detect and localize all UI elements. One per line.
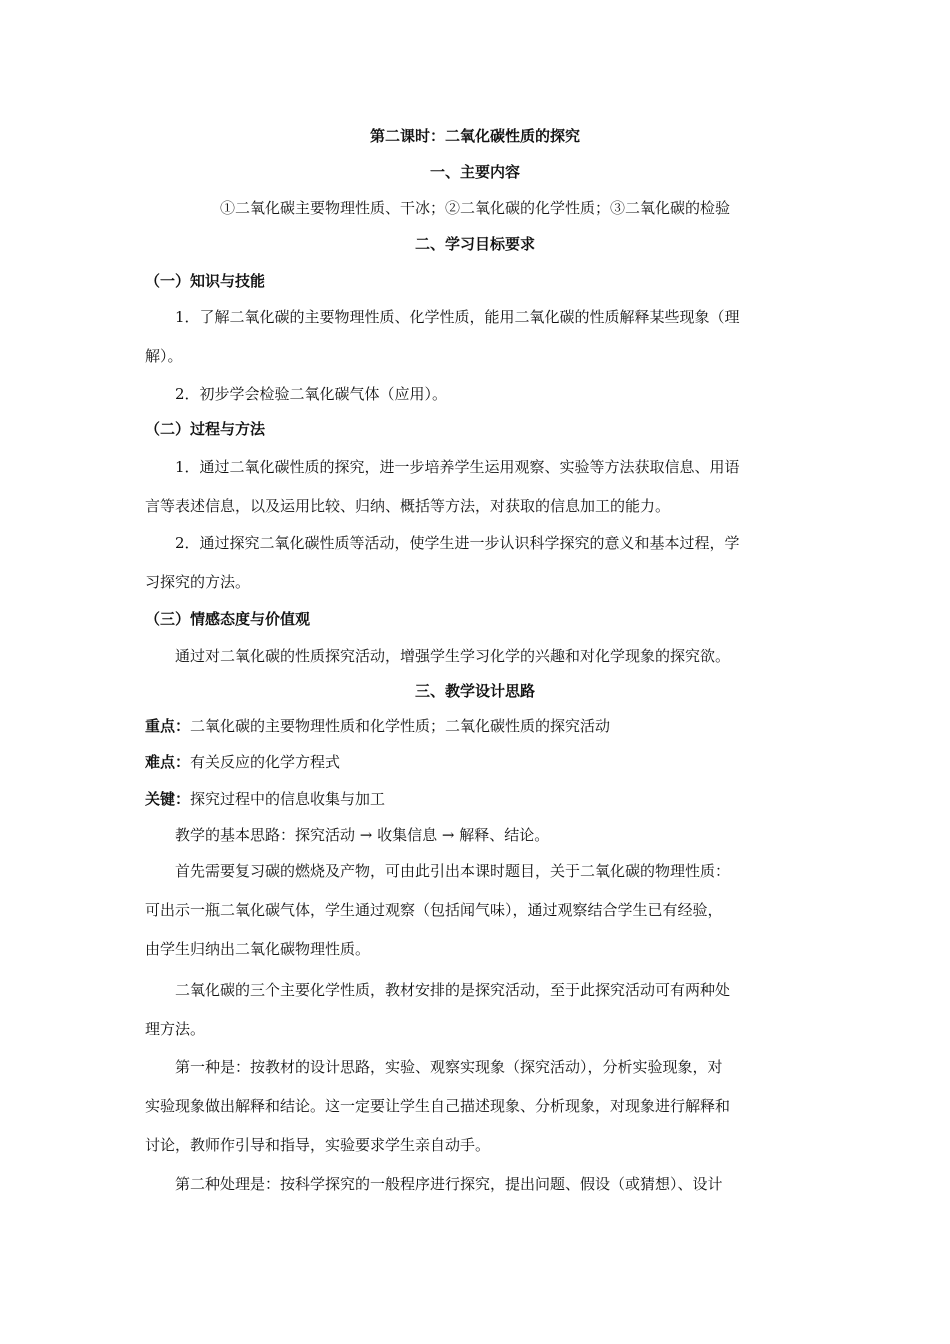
subsection-attitude-heading: （三）情感态度与价值观: [145, 610, 311, 628]
difficulty-label: 难点：: [145, 753, 191, 771]
critical-line: [145, 789, 805, 809]
key-point-line: [145, 716, 805, 736]
subsection-process-heading: （二）过程与方法: [145, 420, 266, 438]
paragraph-line: 教学的基本思路：探究活动 → 收集信息 → 解释、结论。: [175, 826, 550, 844]
paragraph-line: 可出示一瓶二氧化碳气体，学生通过观察（包括闻气味），通过观察结合学生已有经验，: [145, 901, 723, 919]
paragraph-line: 2．初步学会检验二氧化碳气体（应用）。: [175, 385, 448, 403]
paragraph-line: 首先需要复习碳的燃烧及产物，可由此引出本课时题目，关于二氧化碳的物理性质：: [175, 862, 731, 880]
paragraph-line: 第二种处理是：按科学探究的一般程序进行探究，提出问题、假设（或猜想）、设计: [175, 1175, 723, 1193]
key-point-text: 二氧化碳的主要物理性质和化学性质；二氧化碳性质的探究活动: [190, 717, 611, 735]
section-3-heading: 三、教学设计思路: [414, 682, 535, 700]
key-point-label: 重点：: [145, 717, 191, 735]
paragraph-line: 第一种是：按教材的设计思路，实验、观察实现象（探究活动），分析实验现象，对: [175, 1058, 723, 1076]
difficulty-line: [145, 752, 805, 772]
paragraph-line: 通过对二氧化碳的性质探究活动，增强学生学习化学的兴趣和对化学现象的探究欲。: [175, 647, 731, 665]
paragraph-line: 习探究的方法。: [145, 573, 251, 591]
paragraph-line: 2．通过探究二氧化碳性质等活动，使学生进一步认识科学探究的意义和基本过程，学: [175, 534, 740, 552]
critical-label: 关键：: [145, 790, 191, 808]
paragraph-line: 实验现象做出解释和结论。这一定要让学生自己描述现象、分析现象，对现象进行解释和: [145, 1097, 731, 1115]
critical-text: 探究过程中的信息收集与加工: [190, 790, 386, 808]
paragraph-line: 理方法。: [145, 1020, 206, 1038]
paragraph-line: 言等表述信息，以及运用比较、归纳、概括等方法，对获取的信息加工的能力。: [145, 497, 671, 515]
section-1-heading: 一、主要内容: [429, 163, 520, 181]
paragraph-line: 讨论，教师作引导和指导，实验要求学生亲自动手。: [145, 1136, 491, 1154]
page-title: 第二课时：二氧化碳性质的探究: [369, 127, 580, 145]
paragraph-line: 1．了解二氧化碳的主要物理性质、化学性质，能用二氧化碳的性质解释某些现象（理: [175, 308, 740, 326]
subsection-knowledge-heading: （一）知识与技能: [145, 272, 266, 290]
paragraph-line: 由学生归纳出二氧化碳物理性质。: [145, 940, 371, 958]
difficulty-text: 有关反应的化学方程式: [190, 753, 341, 771]
paragraph-line: 1．通过二氧化碳性质的探究，进一步培养学生运用观察、实验等方法获取信息、用语: [175, 458, 740, 476]
section-2-heading: 二、学习目标要求: [414, 235, 535, 253]
section-1-content: ①二氧化碳主要物理性质、干冰；②二氧化碳的化学性质；③二氧化碳的检验: [219, 199, 730, 217]
paragraph-line: 解）。: [145, 347, 183, 365]
paragraph-line: 二氧化碳的三个主要化学性质，教材安排的是探究活动，至于此探究活动可有两种处: [175, 981, 731, 999]
